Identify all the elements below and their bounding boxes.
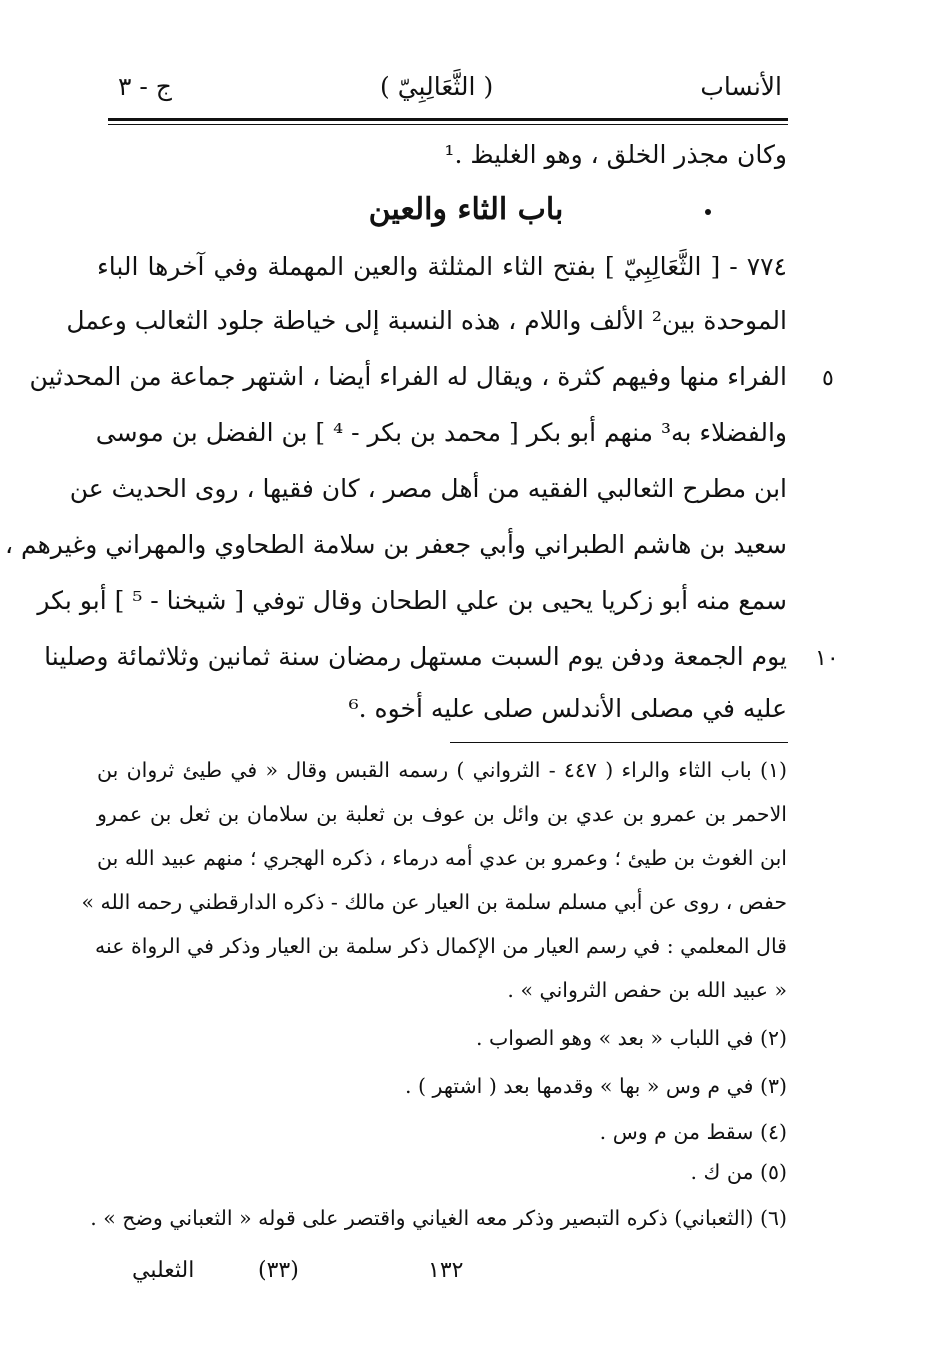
footnote-1: (١) باب الثاء والراء ( ٤٤٧ - الثرواني ) رسمه القبس وقال « في طيئ ثروان بن xyxy=(97,758,787,782)
body-line: الموحدة بين² الألف واللام ، هذه النسبة إلى خياطة جلود الثعالب وعمل xyxy=(66,306,787,335)
body-line-last: عليه في مصلى الأندلس صلى عليه أخوه .⁶ xyxy=(348,694,787,723)
header-rule-thin xyxy=(108,124,788,125)
line-number-10: ١٠ xyxy=(815,646,839,671)
footnote-4: (٤) سقط من م وس . xyxy=(599,1120,787,1144)
footer-catchword: الثعلبي xyxy=(132,1258,195,1283)
footnote-6: (٦) (الثعباني) ذكره التبصير وذكر معه الغياني واقتصر على قوله « الثعباني وضح » . xyxy=(90,1206,787,1230)
running-header-center: ( الثَّعَالِبِيّ ) xyxy=(380,72,494,101)
footnote-2: (٢) في اللباب « بعد » وهو الصواب . xyxy=(475,1026,787,1050)
body-line-1: وكان مجذر الخلق ، وهو الغليظ .¹ xyxy=(444,140,787,169)
footnote-3: (٣) في م وس « بها » وقدمها بعد ( اشتهر ) . xyxy=(404,1074,787,1098)
footnote-1-cont: حفص ، روى عن أبي مسلم سلمة بن العيار عن مالك - ذكره الدارقطني رحمه الله » xyxy=(81,890,787,914)
header-rule-thick xyxy=(108,118,788,121)
section-heading: باب الثاء والعين xyxy=(368,192,564,227)
footer-signature: (٣٣) xyxy=(258,1258,299,1283)
footnote-1-cont: الاحمر بن عمرو بن عدي بن وائل بن عوف بن ثعلبة بن سلامان بن ثعل بن عمرو xyxy=(97,802,787,826)
footnote-separator xyxy=(450,742,788,743)
body-line-entry: ٧٧٤ - [ الثَّعَالِبِيّ ] بفتح الثاء المثلثة والعين المهملة وفي آخرها الباء xyxy=(97,252,787,281)
line-number-5: ٥ xyxy=(822,366,834,391)
footnote-1-cont: ابن الغوث بن طيئ ؛ وعمرو بن عدي أمه درماء ، ذكره الهجري ؛ منهم عبيد الله بن xyxy=(97,846,787,870)
footnote-1-cont: « عبيد الله بن حفص الثرواني » . xyxy=(507,978,787,1002)
body-line: يوم الجمعة ودفن يوم السبت مستهل رمضان سنة ثمانين وثلاثمائة وصلينا xyxy=(44,642,787,671)
body-line: والفضلاء به³ منهم أبو بكر [ محمد بن بكر - ⁴ ] بن الفضل بن موسى xyxy=(95,418,787,447)
running-header-title: الأنساب xyxy=(700,72,782,101)
body-line: الفراء منها وفيهم كثرة ، ويقال له الفراء أيضا ، اشتهر جماعة من المحدثين xyxy=(29,362,787,391)
body-line: سعيد بن هاشم الطبراني وأبي جعفر بن سلامة الطحاوي والمهراني وغيرهم ، xyxy=(4,530,787,559)
footnote-1-cont: قال المعلمي : في رسم العيار من الإكمال ذكر سلمة بن العيار وذكر في الرواة عنه xyxy=(95,934,787,958)
body-line: سمع منه أبو زكريا يحيى بن علي الطحان وقال توفي [ شيخنا - ⁵ ] أبو بكر xyxy=(37,586,787,615)
page-number: ١٣٢ xyxy=(428,1258,464,1283)
footnote-5: (٥) من ك . xyxy=(690,1160,787,1184)
body-line: ابن مطرح الثعالبي الفقيه من أهل مصر ، كان فقيها ، روى الحديث عن xyxy=(69,474,787,503)
running-header-volume: ج - ٣ xyxy=(118,72,172,101)
